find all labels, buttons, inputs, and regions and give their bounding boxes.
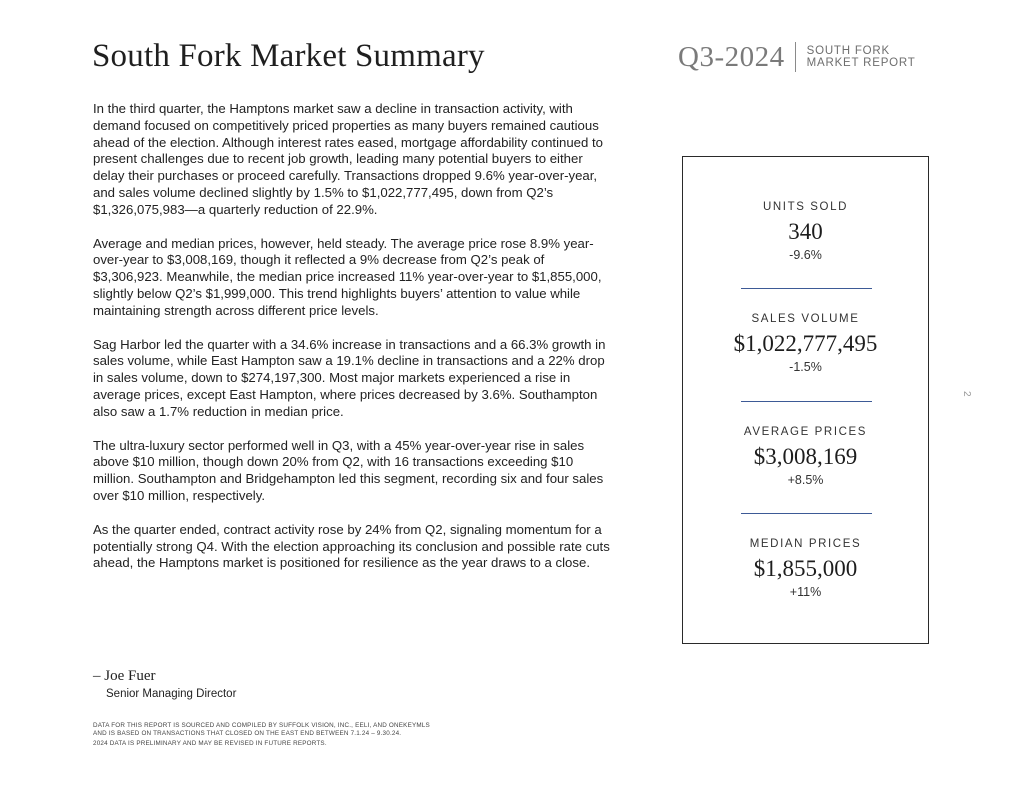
stat-label: MEDIAN PRICES <box>749 538 862 550</box>
stat-change: -9.6% <box>789 248 822 262</box>
signature-role: Senior Managing Director <box>106 688 237 700</box>
stats-panel <box>682 156 929 644</box>
page-number: 2 <box>961 391 972 397</box>
summary-paragraph: Sag Harbor led the quarter with a 34.6% increase in transactions and a 66.3% growth in sales volume, while East Hampton saw a 19.1% decline in transactions and a 22% drop in sales volume, down to $274,197,300. Most major markets experienced a rise in average prices, except East Hampton, where prices decreased by 3.6%. Southampton also saw a 1.7% reduction in median price. <box>93 336 606 419</box>
stat-change: +8.5% <box>787 473 824 487</box>
page-title: South Fork Market Summary <box>92 38 485 74</box>
stat-sales-volume <box>683 313 928 374</box>
report-name <box>807 45 916 70</box>
stat-value: $3,008,169 <box>753 444 858 469</box>
stat-label: UNITS SOLD <box>762 201 848 213</box>
data-source-footnote <box>93 722 430 748</box>
stat-value: $1,855,000 <box>753 556 858 581</box>
signature-name: – Joe Fuer <box>93 668 156 684</box>
stat-label: SALES VOLUME <box>751 313 860 325</box>
footnote-line: AND IS BASED ON TRANSACTIONS THAT CLOSED ON THE EAST END BETWEEN 7.1.24 – 9.30.24. <box>93 729 402 737</box>
stat-divider <box>741 513 872 514</box>
report-name-line1: SOUTH FORK <box>806 44 890 57</box>
report-quarter: Q3-2024 <box>678 40 785 73</box>
stat-change: +11% <box>789 585 822 599</box>
tag-divider <box>795 42 796 72</box>
report-tag <box>678 42 916 72</box>
summary-paragraph: The ultra-luxury sector performed well in Q3, with a 45% year-over-year rise in sales above $10 million, though down 20% from Q2, with 16 transactions exceeding $10 million. Southampton and Bridgehampton led this segment, recording six and four sales over $10 million, respectively. <box>93 437 604 503</box>
summary-text <box>93 101 613 589</box>
summary-paragraph: As the quarter ended, contract activity rose by 24% from Q2, signaling momentum for a potentially strong Q4. With the election approaching its conclusion and possible rate cuts ahead, the Hamptons market is positioned for resilience as the year draws to a close. <box>93 521 610 571</box>
footnote-line: DATA FOR THIS REPORT IS SOURCED AND COMPILED BY SUFFOLK VISION, INC., EELI, AND ONEKEYMLS <box>93 722 430 729</box>
stat-value: $1,022,777,495 <box>733 331 878 356</box>
stat-label: AVERAGE PRICES <box>743 426 868 438</box>
footnote-line: 2024 DATA IS PRELIMINARY AND MAY BE REVISED IN FUTURE REPORTS. <box>93 740 327 747</box>
stat-median-prices <box>683 538 928 599</box>
stat-average-prices <box>683 426 928 487</box>
report-name-line2: MARKET REPORT <box>806 57 916 69</box>
stat-divider <box>741 288 872 289</box>
stat-value: 340 <box>788 219 823 244</box>
stat-change: -1.5% <box>789 360 822 374</box>
summary-paragraph: Average and median prices, however, held steady. The average price rose 8.9% year-over-year to $3,008,169, though it reflected a 9% decrease from Q2’s peak of $3,306,923. Meanwhile, the median price increased 11% year-over-year to $1,855,000, slightly below Q2’s $1,999,000. This trend highlights buyers’ attention to value while maintaining strength across different price levels. <box>93 235 602 318</box>
stat-divider <box>741 401 872 402</box>
summary-paragraph: In the third quarter, the Hamptons market saw a decline in transaction activity, with demand focused on competitively priced properties as many buyers remained cautious ahead of the election. Although interest rates eased, mortgage affordability continued to present challenges due to recent job growth, leading many potential buyers to either delay their purchases or proceed carefully. Transactions dropped 9.6% year-over-year, and sales volume declined slightly by 1.5% to $1,022,777,495, down from Q2’s $1,326,075,983—a quarterly reduction of 22.9%. <box>93 101 604 217</box>
stat-units-sold <box>683 201 928 262</box>
